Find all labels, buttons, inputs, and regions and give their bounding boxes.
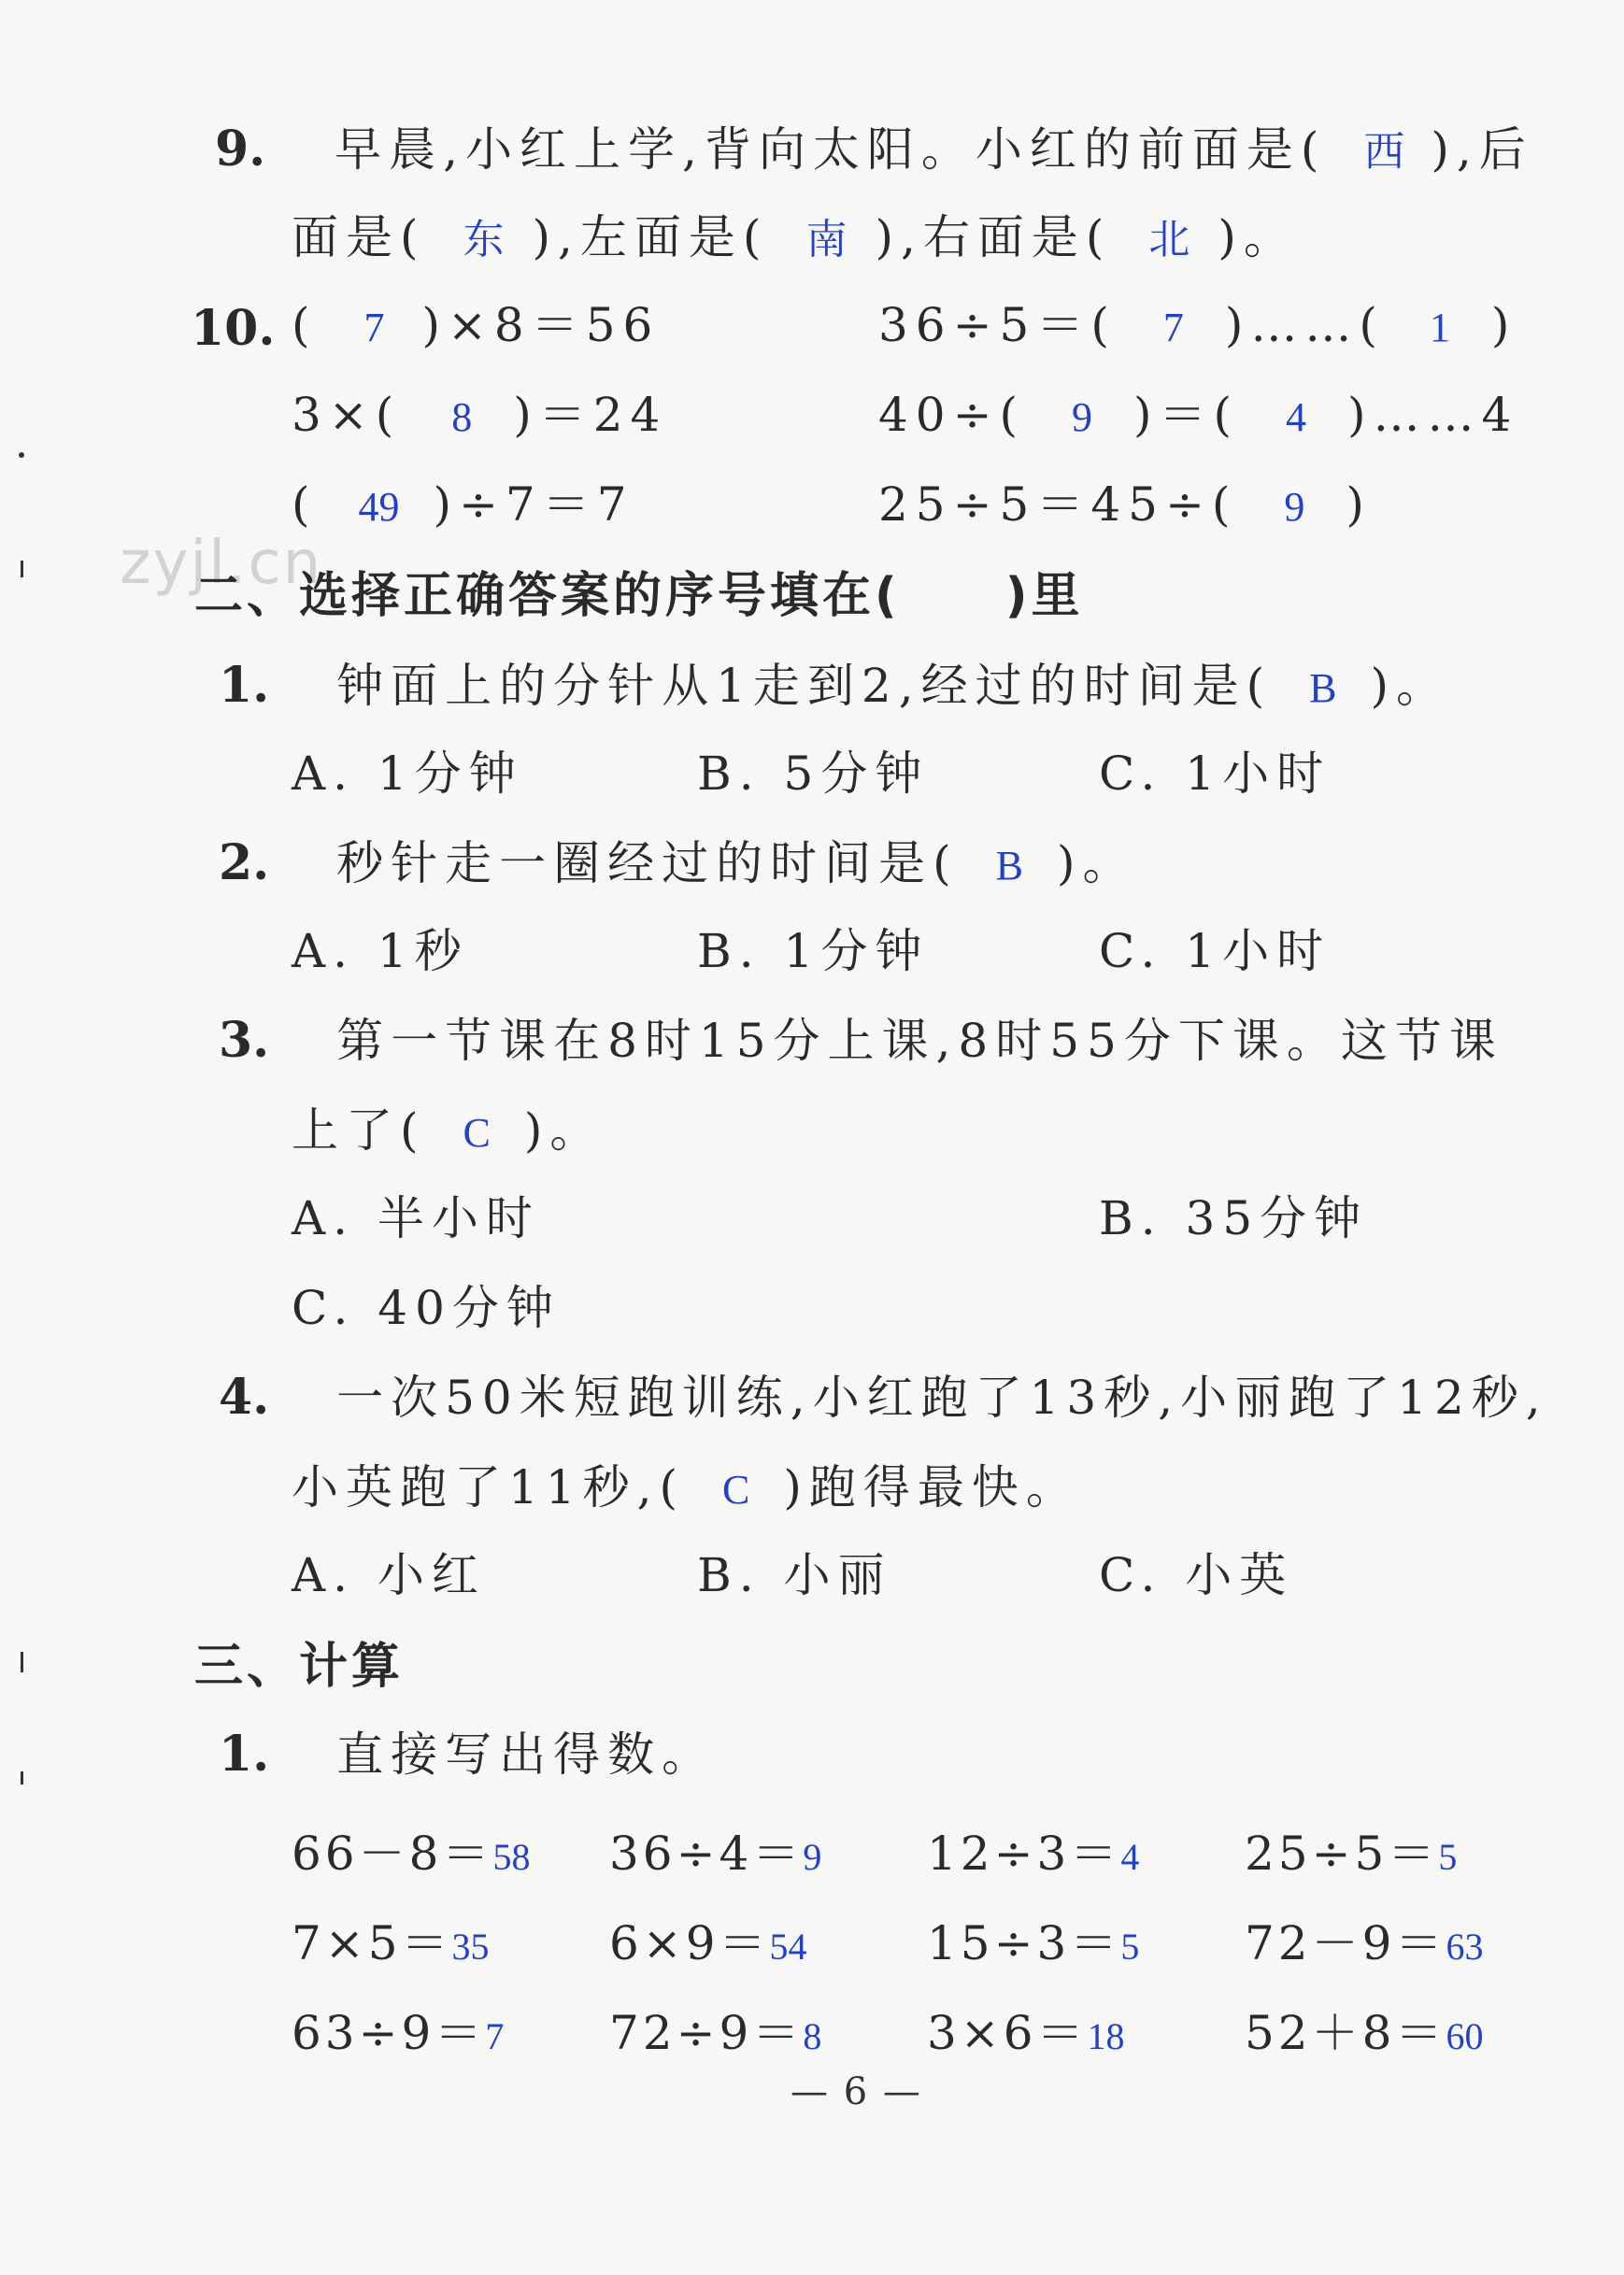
page-number: — 6 — bbox=[791, 2070, 922, 2113]
calc-item: 63÷9＝7 bbox=[292, 2006, 505, 2060]
q9-text: 面是( bbox=[292, 210, 426, 264]
q9-text: ),左面是( bbox=[532, 210, 769, 264]
s2-q2-option-b: B. 1分钟 bbox=[697, 924, 930, 978]
s2-q1-option-c: C. 1小时 bbox=[1099, 746, 1332, 801]
calc-item: 72－9＝63 bbox=[1245, 1916, 1484, 1970]
answer: 7 bbox=[363, 305, 385, 350]
answer: 60 bbox=[1446, 2015, 1484, 2057]
s2-q3-option-b: B. 35分钟 bbox=[1099, 1191, 1369, 1245]
s2-q4-option-a: A. 小红 bbox=[292, 1548, 486, 1602]
q9-text: ),后 bbox=[1431, 122, 1533, 177]
scan-mark bbox=[19, 452, 24, 458]
answer: B bbox=[1309, 665, 1337, 711]
calc-item: 3×6＝18 bbox=[927, 2006, 1125, 2060]
answer: 9 bbox=[1284, 484, 1305, 530]
s3-q1: 1. 直接写出得数。 bbox=[219, 1726, 717, 1783]
answer: 8 bbox=[451, 394, 473, 440]
q9-text: 早晨,小红上学,背向太阳。小红的前面是( bbox=[335, 122, 1327, 177]
s2-q4-option-c: C. 小英 bbox=[1099, 1548, 1294, 1602]
answer: 18 bbox=[1087, 2015, 1125, 2057]
calc-item: 6×9＝54 bbox=[609, 1916, 807, 1970]
answer: B bbox=[995, 843, 1023, 889]
s2-q3-line2: 上了( C )。 bbox=[292, 1103, 605, 1158]
s2-q2-option-c: C. 1小时 bbox=[1099, 924, 1332, 978]
answer: 9 bbox=[803, 1836, 822, 1878]
calc-item: 72÷9＝8 bbox=[609, 2006, 822, 2060]
s2-q2: 2. 秒针走一圈经过的时间是( B )。 bbox=[219, 834, 1137, 891]
answer: 7 bbox=[1162, 305, 1184, 350]
answer: 1 bbox=[1429, 305, 1450, 350]
calc-item: 66－8＝58 bbox=[292, 1827, 531, 1881]
q9-line2 bbox=[292, 209, 1298, 268]
answer: 35 bbox=[451, 1926, 490, 1968]
s2-q1-option-a: A. 1分钟 bbox=[292, 746, 523, 801]
section2-title: 二、选择正确答案的序号填在( )里 bbox=[194, 568, 1084, 624]
s2-q1: 1. 钟面上的分针从1走到2,经过的时间是( B )。 bbox=[219, 657, 1451, 714]
q10-r1-right: 36÷5＝( 7 )……( 1 ) bbox=[878, 298, 1517, 352]
answer-right: 北 bbox=[1148, 217, 1190, 263]
scan-mark bbox=[21, 1771, 23, 1784]
answer-back: 东 bbox=[463, 217, 505, 263]
answer: 58 bbox=[492, 1836, 531, 1878]
s2-q3-option-c: C. 40分钟 bbox=[292, 1281, 561, 1335]
calc-item: 12÷3＝4 bbox=[927, 1827, 1140, 1881]
q10-r3-right: 25÷5＝45÷( 9 ) bbox=[878, 477, 1372, 532]
calc-item: 15÷3＝5 bbox=[927, 1916, 1140, 1970]
answer: 63 bbox=[1446, 1926, 1484, 1968]
s2-q4-option-b: B. 小丽 bbox=[697, 1548, 892, 1602]
calc-item: 25÷5＝5 bbox=[1245, 1827, 1458, 1881]
answer: 4 bbox=[1286, 394, 1307, 440]
calc-item: 7×5＝35 bbox=[292, 1916, 490, 1970]
q10-r2-right: 40÷( 9 )＝( 4 )……4 bbox=[878, 388, 1519, 442]
s2-q3-line1: 3. 第一节课在8时15分上课,8时55分下课。这节课 bbox=[219, 1012, 1503, 1069]
section3-title: 三、计算 bbox=[194, 1639, 405, 1695]
answer: 5 bbox=[1438, 1836, 1458, 1878]
calc-item: 52＋8＝60 bbox=[1245, 2006, 1484, 2060]
answer: C bbox=[463, 1110, 491, 1156]
answer: 9 bbox=[1072, 394, 1093, 440]
watermark-text: zyjl.cn bbox=[120, 529, 323, 598]
answer: 49 bbox=[358, 484, 400, 530]
s2-q2-option-a: A. 1秒 bbox=[292, 924, 469, 978]
q9-line1 bbox=[215, 121, 1533, 180]
s2-q4-line1: 4. 一次50米短跑训练,小红跑了13秒,小丽跑了12秒, bbox=[219, 1369, 1548, 1426]
s2-q4-line2: 小英跑了11秒,( C )跑得最快。 bbox=[292, 1460, 1080, 1514]
answer: 4 bbox=[1120, 1836, 1140, 1878]
q9-text: ),右面是( bbox=[875, 210, 1112, 264]
q10-r1-left: ( 7 )×8＝56 bbox=[292, 298, 661, 352]
answer: C bbox=[722, 1467, 750, 1513]
s2-q1-option-b: B. 5分钟 bbox=[697, 746, 930, 801]
answer: 5 bbox=[1120, 1926, 1140, 1968]
q10-number: 10. bbox=[191, 300, 276, 357]
q9-number: 9. bbox=[215, 121, 266, 178]
q9-text: )。 bbox=[1218, 210, 1298, 264]
calc-item: 36÷4＝9 bbox=[609, 1827, 822, 1881]
answer: 7 bbox=[485, 2015, 505, 2057]
s2-q3-option-a: A. 半小时 bbox=[292, 1191, 540, 1245]
answer: 8 bbox=[803, 2015, 822, 2057]
answer-front: 西 bbox=[1363, 129, 1405, 175]
q10-r2-left: 3×( 8 )＝24 bbox=[292, 388, 668, 442]
q10-r3-left: ( 49 )÷7＝7 bbox=[292, 477, 634, 532]
answer-left: 南 bbox=[805, 217, 848, 263]
answer: 54 bbox=[769, 1926, 807, 1968]
scan-mark bbox=[21, 1652, 23, 1672]
scan-mark bbox=[21, 561, 23, 577]
